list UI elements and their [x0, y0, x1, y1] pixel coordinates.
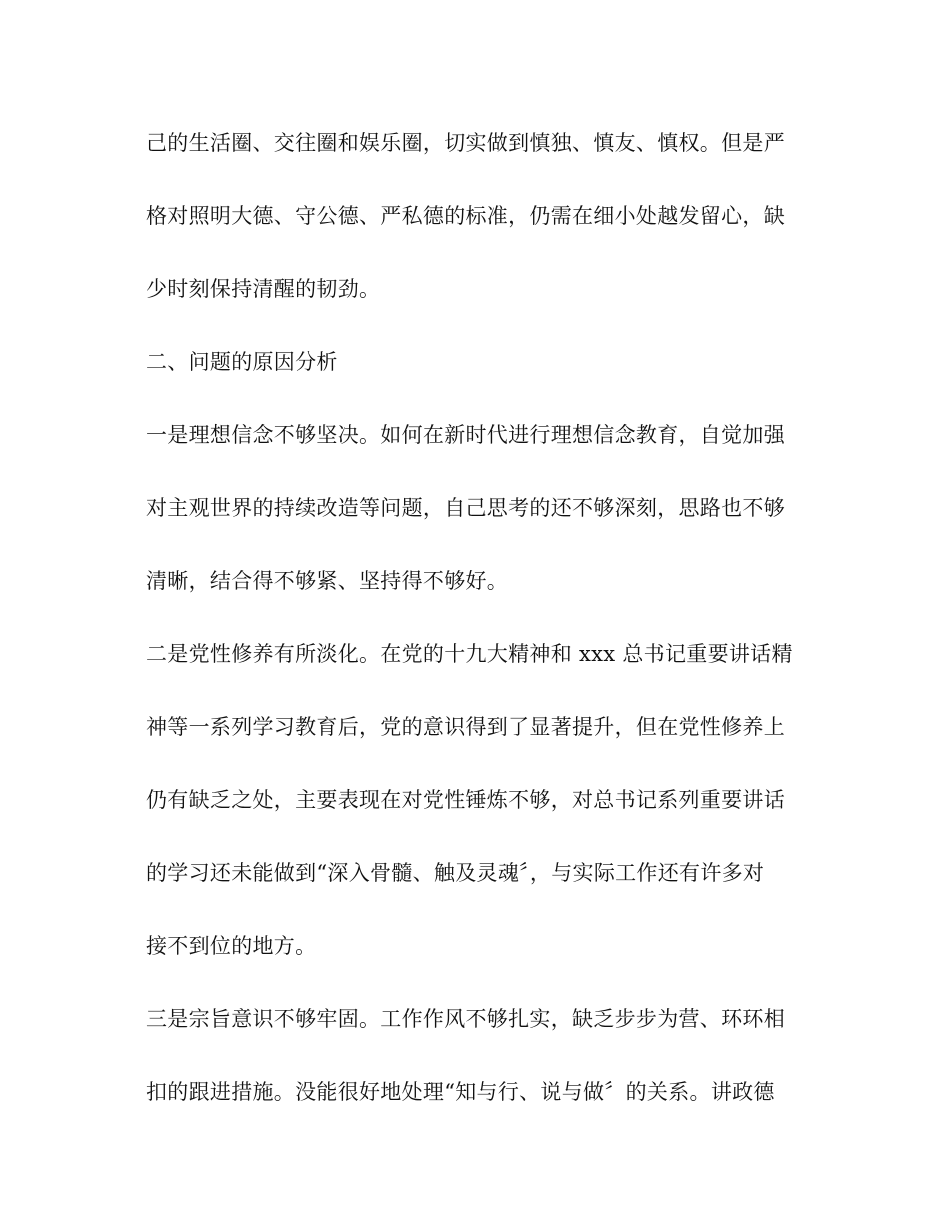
paragraph-line: 神等一系列学习教育后，党的意识得到了显著提升，但在党性修养上: [146, 715, 785, 739]
paragraph-line: 仍有缺乏之处，主要表现在对党性锤炼不够，对总书记系列重要讲话: [146, 788, 785, 812]
paragraph-line: 一是理想信念不够坚决。如何在新时代进行理想信念教育，自觉加强: [146, 423, 785, 447]
paragraph-line: 二是党性修养有所淡化。在党的十九大精神和 xxx 总书记重要讲话精: [146, 642, 793, 666]
paragraph-line: 少时刻保持清醒的韧劲。: [146, 277, 381, 301]
paragraph-line: 清晰，结合得不够紧、坚持得不够好。: [146, 569, 509, 593]
section-heading: 二、问题的原因分析: [146, 350, 338, 374]
paragraph-line: 格对照明大德、守公德、严私德的标准，仍需在细小处越发留心，缺: [146, 204, 785, 228]
paragraph-line: 扣的跟进措施。没能很好地处理“知与行、说与做〞的关系。讲政德: [146, 1080, 775, 1104]
paragraph-line: 的学习还未能做到“深入骨髓、触及灵魂〞，与实际工作还有许多对: [146, 861, 765, 885]
paragraph-line: 对主观世界的持续改造等问题，自己思考的还不够深刻，思路也不够: [146, 496, 785, 520]
paragraph-line: 接不到位的地方。: [146, 934, 317, 958]
paragraph-line: 己的生活圈、交往圈和娱乐圈，切实做到慎独、慎友、慎权。但是严: [146, 131, 785, 155]
paragraph-line: 三是宗旨意识不够牢固。工作作风不够扎实，缺乏步步为营、环环相: [146, 1007, 785, 1031]
